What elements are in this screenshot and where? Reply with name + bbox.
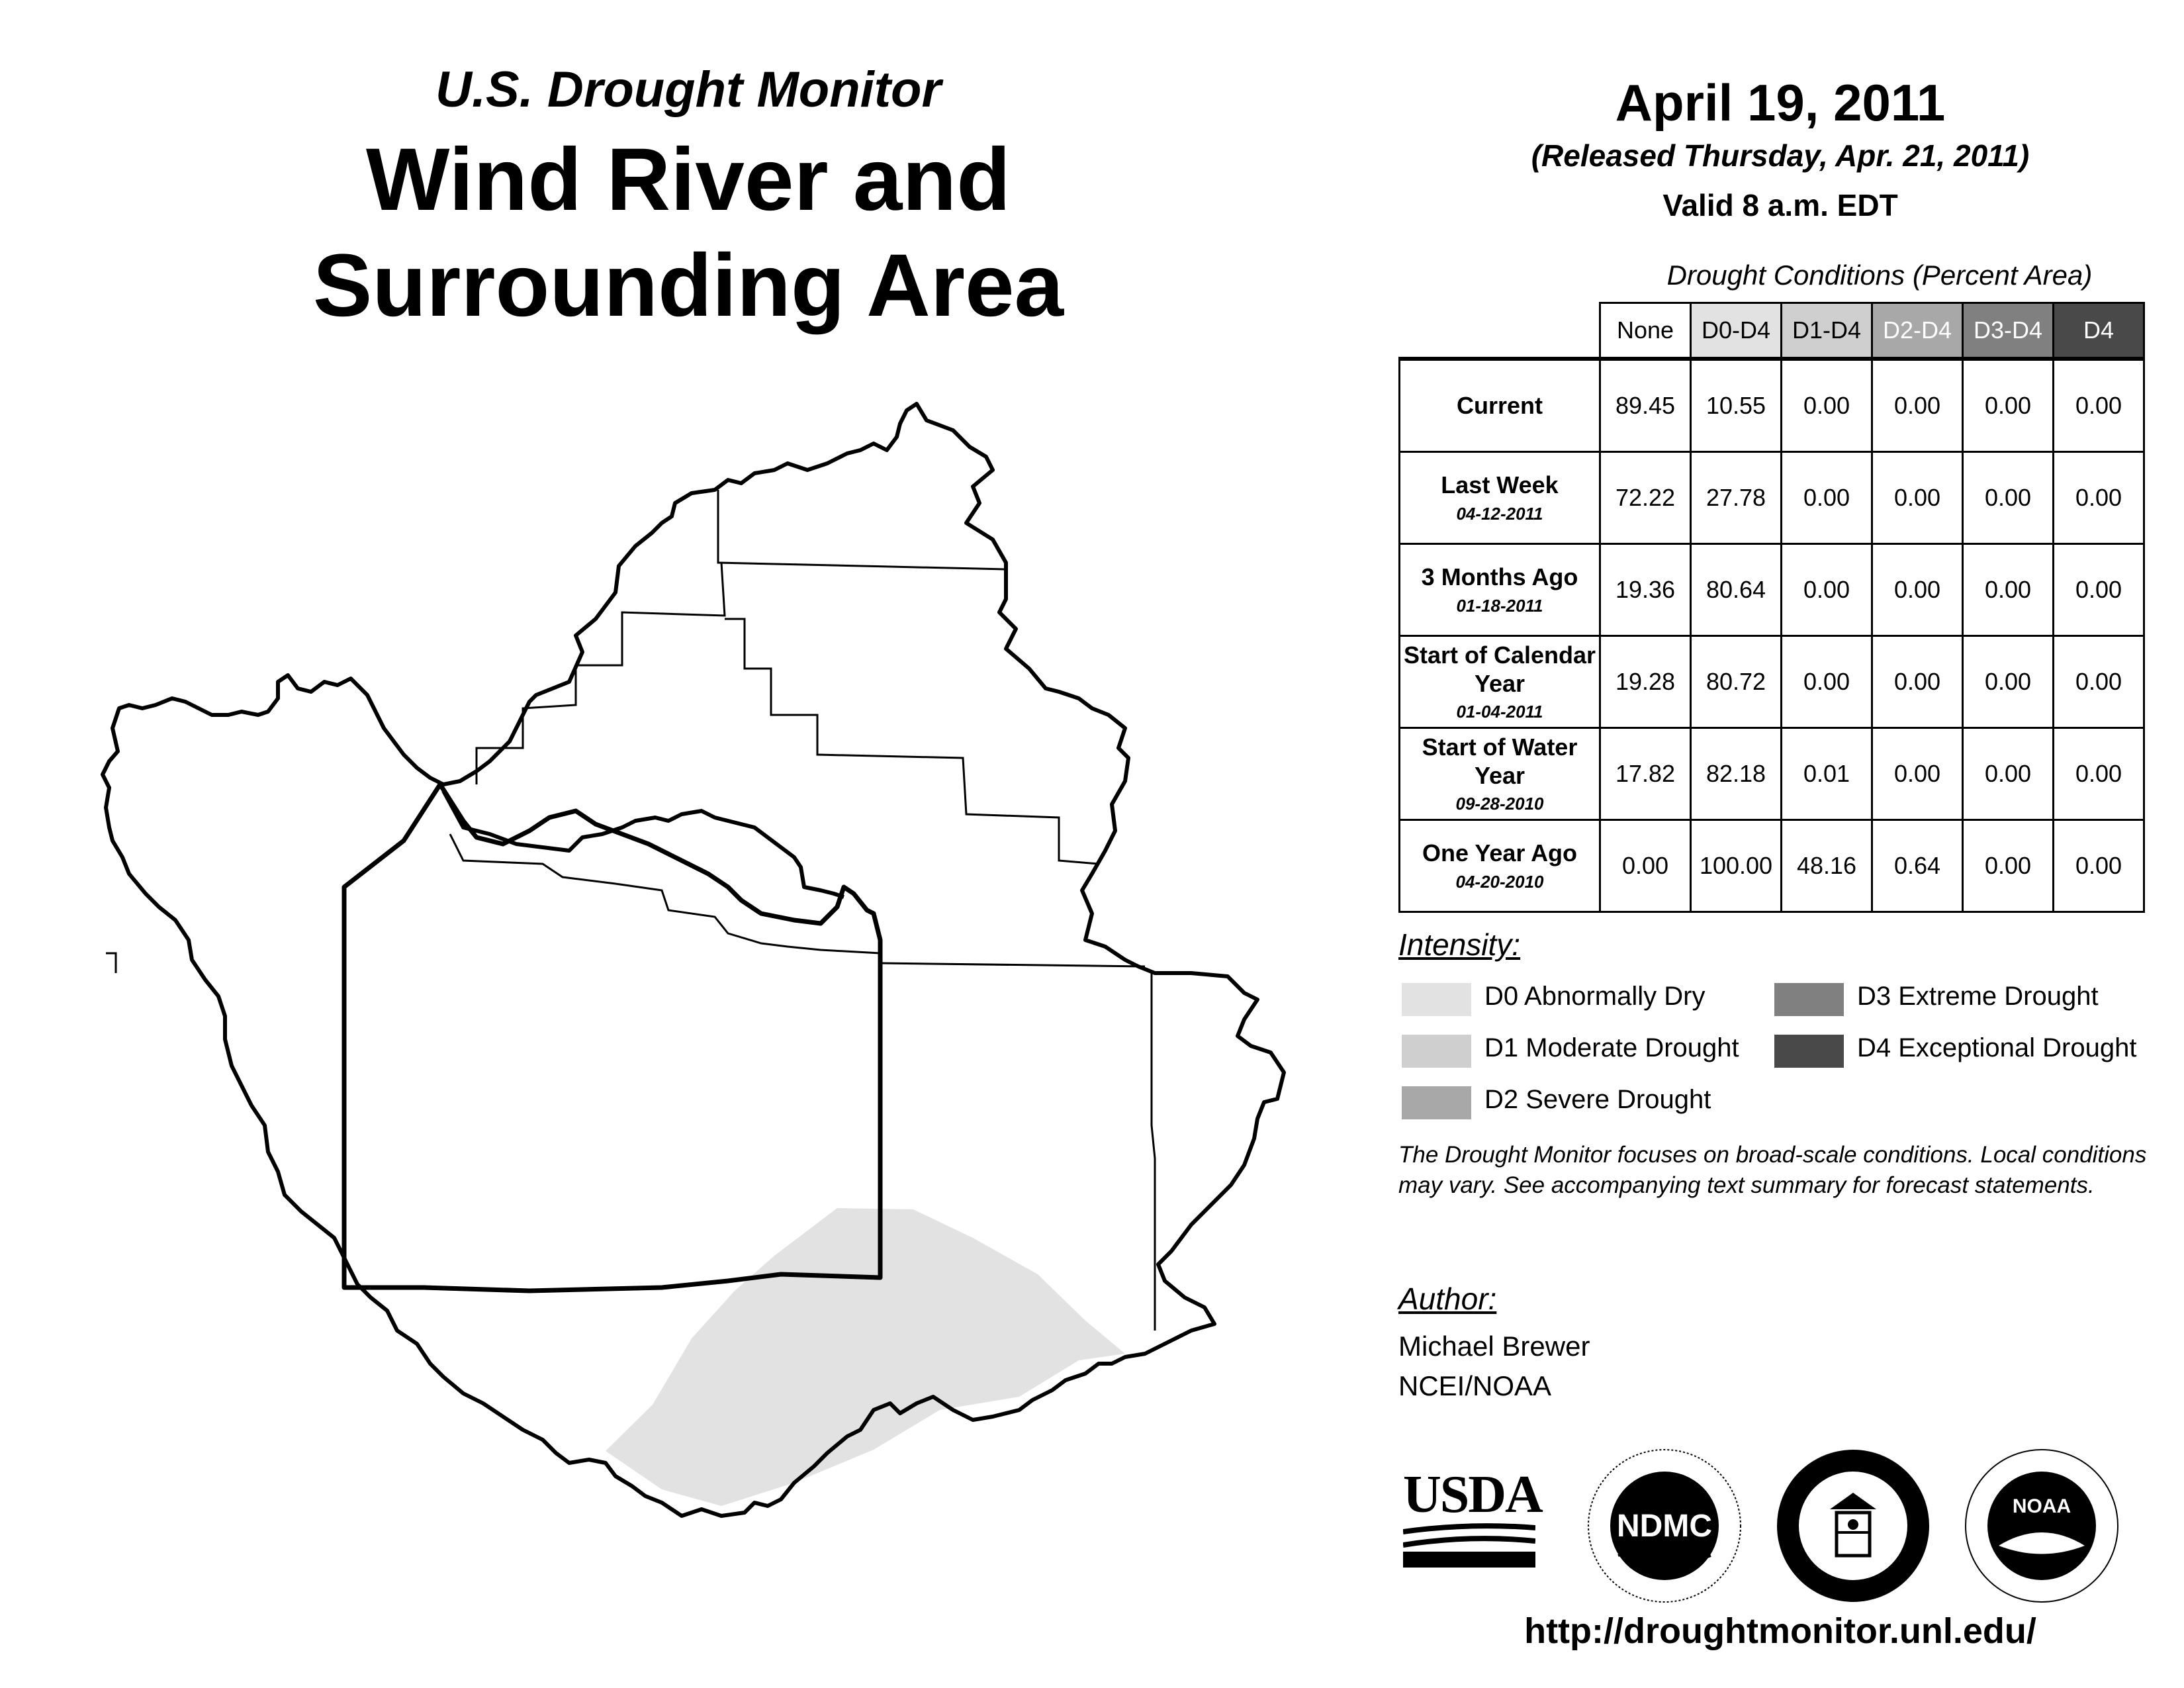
row-label-text: Last Week <box>1441 471 1559 499</box>
table-cell: 19.36 <box>1600 544 1691 636</box>
table-cell: 0.00 <box>1872 728 1963 820</box>
legend-label-d3: D3 Extreme Drought <box>1857 982 2099 1011</box>
table-cell: 0.00 <box>2054 728 2144 820</box>
legend-swatch-d3 <box>1774 983 1844 1016</box>
table-cell: 0.00 <box>1782 359 1872 452</box>
table-cell: 48.16 <box>1782 820 1872 912</box>
row-label-date: 01-04-2011 <box>1456 702 1543 722</box>
table-cell: 0.00 <box>2054 359 2144 452</box>
table-cell: 0.00 <box>1963 544 2054 636</box>
table-cell: 10.55 <box>1691 359 1782 452</box>
row-label <box>1400 544 1600 636</box>
table-cell: 0.00 <box>1782 636 1872 728</box>
row-label-text: Current <box>1456 391 1543 419</box>
table-row <box>1400 636 2144 728</box>
table-cell: 0.00 <box>2054 636 2144 728</box>
table-cell: 0.00 <box>1872 452 1963 544</box>
table-cell: 0.00 <box>1963 359 2054 452</box>
intensity-title: Intensity: <box>1398 927 1521 962</box>
legend-label-d0: D0 Abnormally Dry <box>1484 982 1706 1011</box>
table-cell: 80.64 <box>1691 544 1782 636</box>
ndmc-logo <box>1585 1446 1744 1605</box>
row-label <box>1400 359 1600 452</box>
row-label <box>1400 452 1600 544</box>
d0-area <box>606 1208 1125 1506</box>
table-cell: 0.00 <box>2054 820 2144 912</box>
table-cell: 0.00 <box>1872 636 1963 728</box>
usda-logo-text: USDA <box>1403 1466 1542 1524</box>
conditions-caption: Drought Conditions (Percent Area) <box>1666 259 2093 291</box>
table-cell: 0.00 <box>1782 544 1872 636</box>
row-label-text: One Year Ago <box>1422 839 1578 867</box>
row-label-date: 01-18-2011 <box>1456 595 1543 616</box>
county-lines <box>106 490 1155 1331</box>
table-cell: 19.28 <box>1600 636 1691 728</box>
region-title-line2: Surrounding Area <box>312 236 1064 335</box>
table-cell: 0.00 <box>1872 544 1963 636</box>
row-label-text: Start of Water Year <box>1422 733 1578 789</box>
row-label <box>1400 728 1600 820</box>
author-name: Michael Brewer <box>1398 1331 1590 1362</box>
map-date: April 19, 2011 <box>1615 73 1946 132</box>
table-cell: 0.64 <box>1872 820 1963 912</box>
column-header-d1-d4: D1-D4 <box>1782 303 1872 359</box>
row-label-text: 3 Months Ago <box>1421 563 1578 591</box>
table-row <box>1400 452 2144 544</box>
noaa-logo <box>1962 1446 2121 1605</box>
table-cell: 0.00 <box>1963 452 2054 544</box>
column-header-d4: D4 <box>2054 303 2144 359</box>
table-row <box>1400 359 2144 452</box>
monitor-title: U.S. Drought Monitor <box>435 62 942 118</box>
row-label-date: 09-28-2010 <box>1455 794 1544 814</box>
row-label-date: 04-20-2010 <box>1455 871 1544 892</box>
legend-label-d2: D2 Severe Drought <box>1484 1085 1711 1114</box>
usda-stripes-icon <box>1403 1523 1535 1569</box>
table-cell: 17.82 <box>1600 728 1691 820</box>
table-cell: 0.00 <box>2054 452 2144 544</box>
release-date: (Released Thursday, Apr. 21, 2011) <box>1531 138 2030 173</box>
column-header-none: None <box>1600 303 1691 359</box>
table-row <box>1400 728 2144 820</box>
table-cell: 0.00 <box>1963 820 2054 912</box>
row-label-date: 04-12-2011 <box>1456 503 1543 524</box>
region-title-line1: Wind River and <box>365 130 1011 229</box>
row-label <box>1400 820 1600 912</box>
website-url: http://droughtmonitor.unl.edu/ <box>1524 1611 2036 1651</box>
table-cell: 0.00 <box>1600 820 1691 912</box>
table-cell: 0.00 <box>1782 452 1872 544</box>
author-org: NCEI/NOAA <box>1398 1370 1552 1401</box>
table-cell: 0.00 <box>1963 728 2054 820</box>
noaa-logo-text: NOAA <box>2012 1495 2071 1517</box>
table-header-row <box>1400 303 2144 359</box>
legend-label-d4: D4 Exceptional Drought <box>1857 1033 2137 1062</box>
column-header-d3-d4: D3-D4 <box>1963 303 2054 359</box>
column-header-d2-d4: D2-D4 <box>1872 303 1963 359</box>
valid-time: Valid 8 a.m. EDT <box>1662 188 1898 222</box>
table-corner <box>1400 303 1600 359</box>
table-cell: 82.18 <box>1691 728 1782 820</box>
table-cell: 0.00 <box>2054 544 2144 636</box>
column-header-d0-d4: D0-D4 <box>1691 303 1782 359</box>
table-cell: 100.00 <box>1691 820 1782 912</box>
row-label-text: Start of Calendar Year <box>1403 641 1596 697</box>
row-label <box>1400 636 1600 728</box>
conditions-body <box>1400 359 2144 912</box>
reservation-boundary <box>344 784 880 1291</box>
table-cell: 80.72 <box>1691 636 1782 728</box>
table-cell: 0.01 <box>1782 728 1872 820</box>
table-cell: 27.78 <box>1691 452 1782 544</box>
legend-swatch-d1 <box>1402 1035 1471 1068</box>
table-row <box>1400 820 2144 912</box>
legend-swatch-d0 <box>1402 983 1471 1016</box>
author-title: Author: <box>1398 1282 1497 1316</box>
disclaimer-note: The Drought Monitor focuses on broad-scale conditions. Local conditions may vary. See accompanying text summary for forecast statements. <box>1398 1142 2147 1199</box>
table-cell: 89.45 <box>1600 359 1691 452</box>
department-of-commerce-seal-icon <box>1774 1446 1933 1605</box>
usda-logo <box>1403 1466 1542 1568</box>
table-cell: 0.00 <box>1872 359 1963 452</box>
table-cell: 72.22 <box>1600 452 1691 544</box>
legend-swatch-d2 <box>1402 1086 1471 1119</box>
legend-label-d1: D1 Moderate Drought <box>1484 1033 1739 1062</box>
table-row <box>1400 544 2144 636</box>
legend-swatch-d4 <box>1774 1035 1844 1068</box>
table-cell: 0.00 <box>1963 636 2054 728</box>
conditions-table <box>1398 302 2145 913</box>
ndmc-logo-text: NDMC <box>1617 1509 1712 1544</box>
